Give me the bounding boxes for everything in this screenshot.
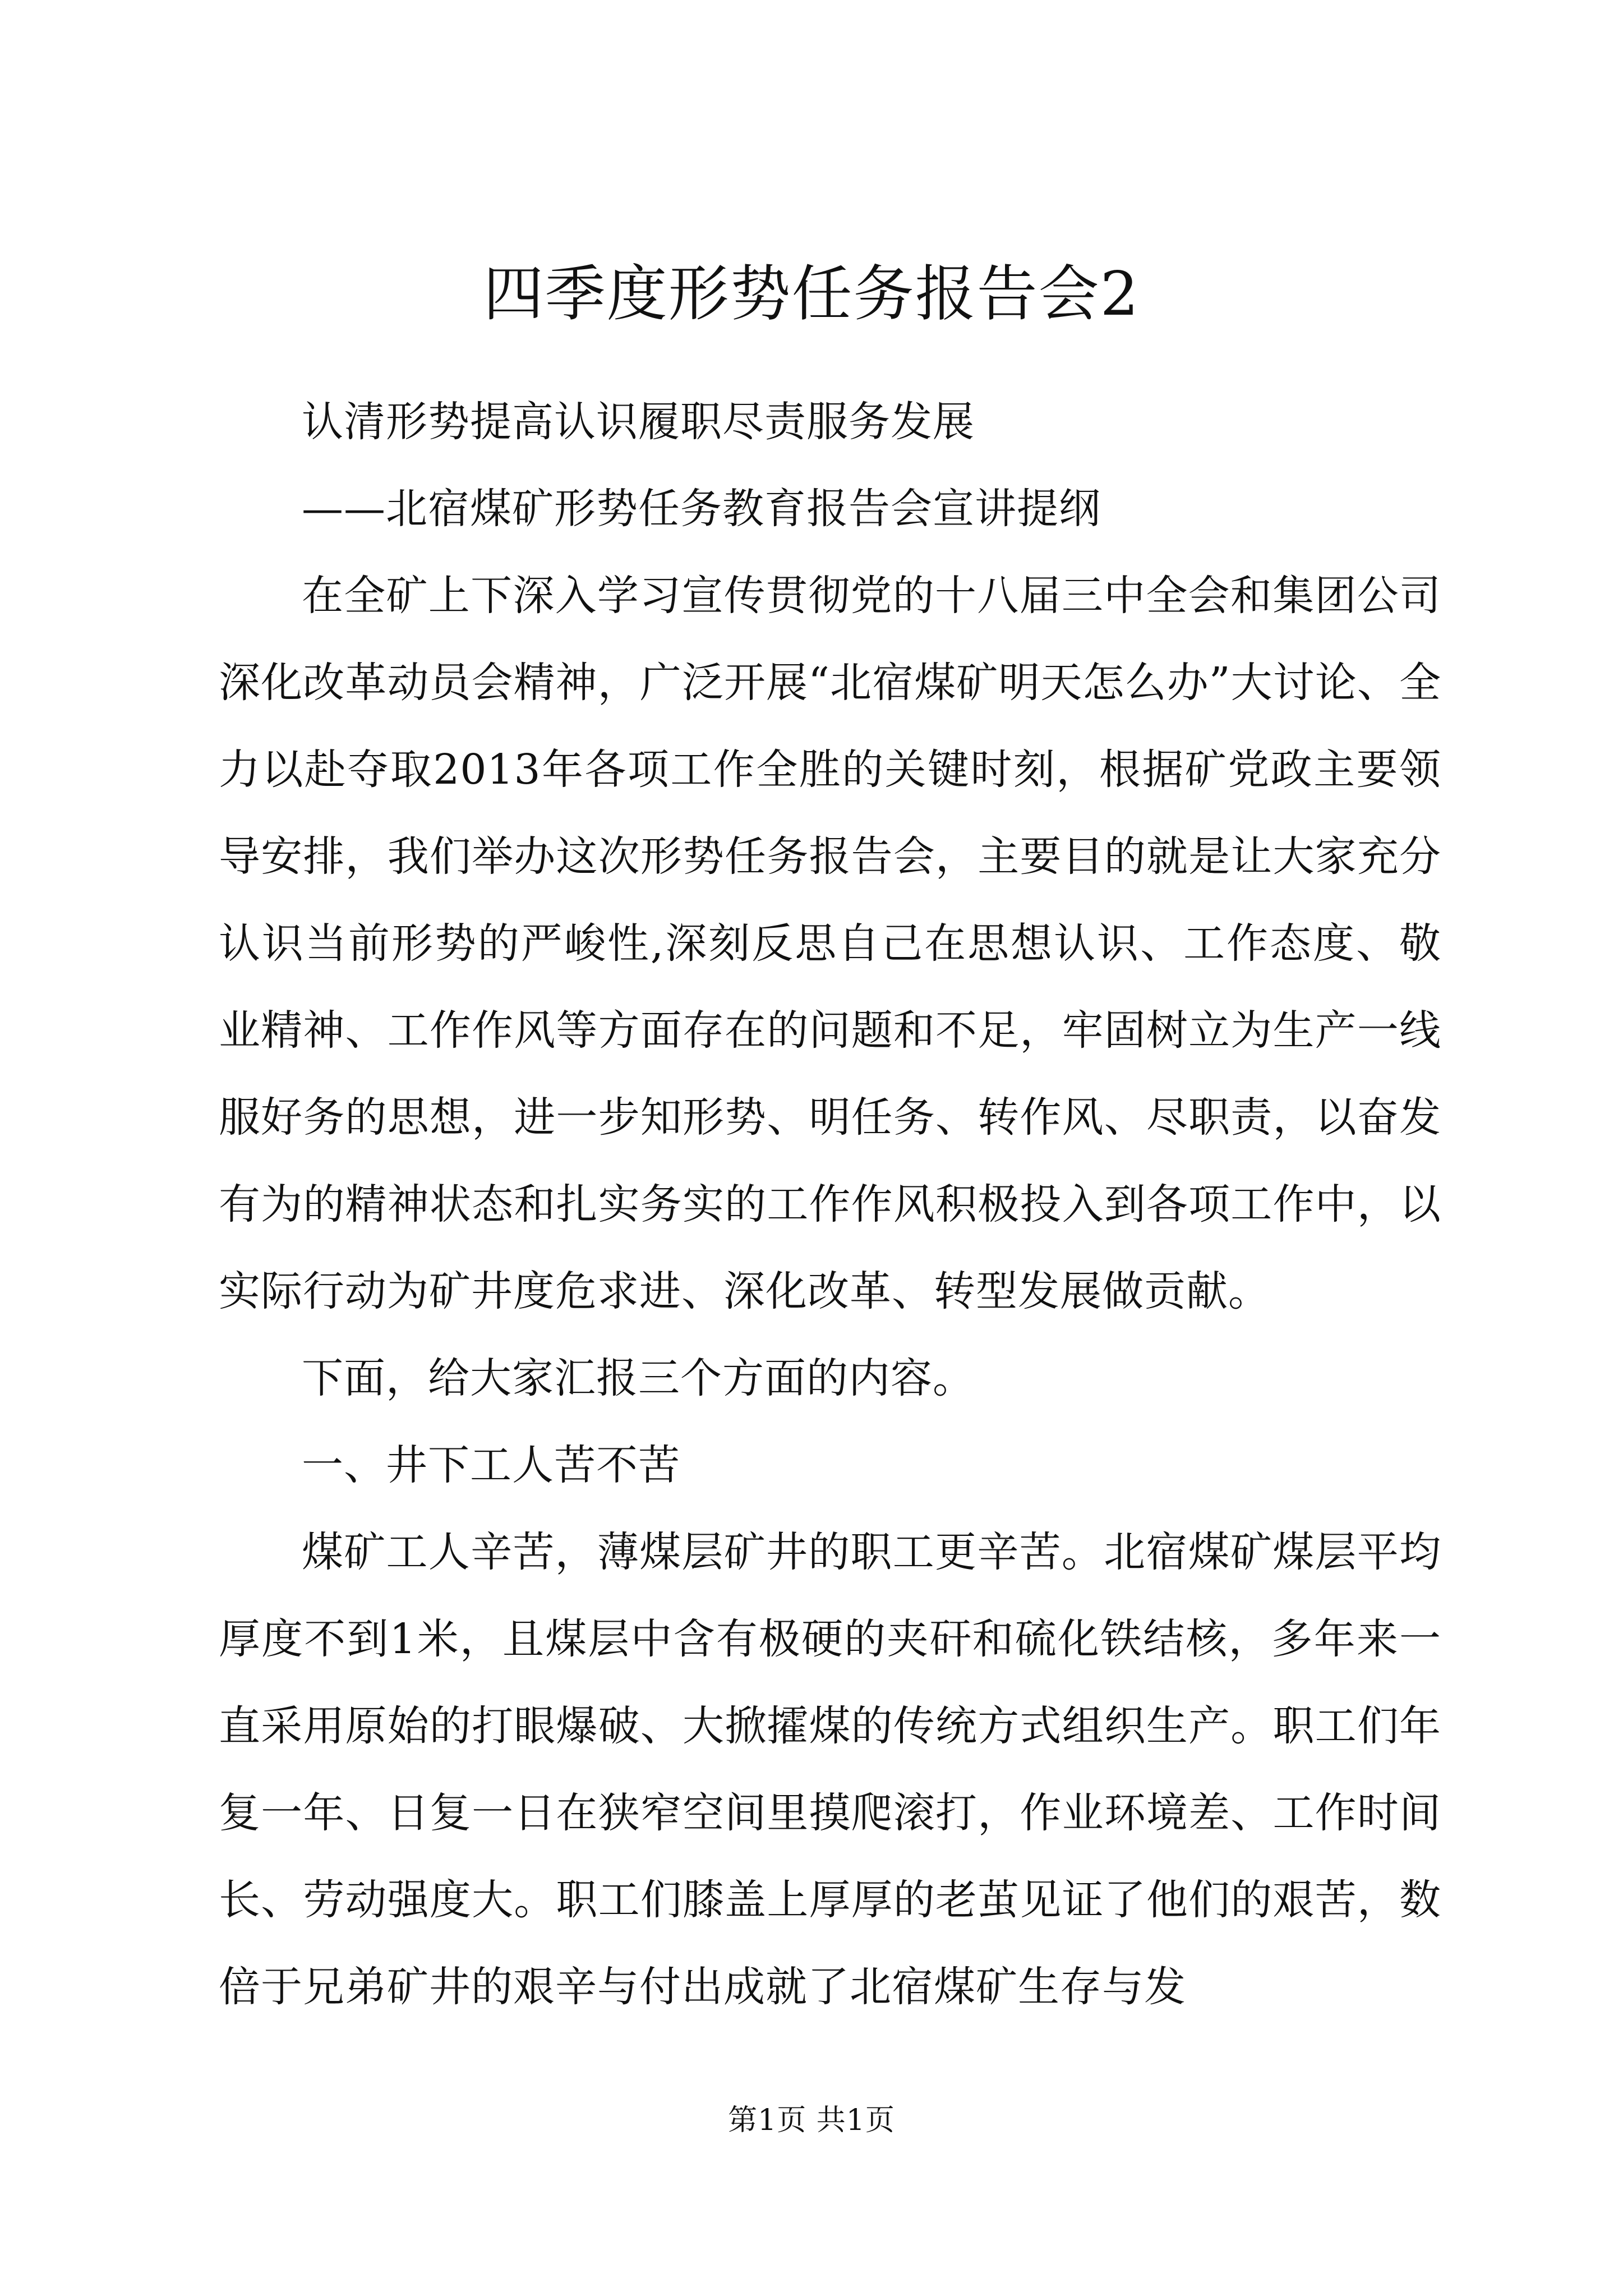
subtitle-dash-line: ——北宿煤矿形势任务教育报告会宣讲提纲 — [302, 485, 1101, 533]
document-body — [219, 379, 1441, 2031]
section-heading-1: 一、井下工人苦不苦 — [302, 1441, 680, 1489]
subtitle-line: 认清形势提高认识履职尽责服务发展 — [302, 398, 975, 446]
paragraph-section-1: 煤矿工人辛苦，薄煤层矿井的职工更辛苦。北宿煤矿煤层平均厚度不到1米，且煤层中含有极硬的夹矸和硫化铁结核，多年来一直采用原始的打眼爆破、大掀攉煤的传统方式组织生产。职工们年复一年、日复一日在狭窄空间里摸爬滚打，作业环境差、工作时间长、劳动强度大。职工们膝盖上厚厚的老茧见证了他们的艰苦，数倍于兄弟矿井的艰辛与付出成就了北宿煤矿生存与发 — [219, 1528, 1441, 2011]
page-title: 四季度形势任务报告会2 — [483, 259, 1140, 329]
paragraph-outline: 下面，给大家汇报三个方面的内容。 — [302, 1354, 975, 1402]
page-footer: 第1页 共1页 — [728, 2104, 895, 2137]
paragraph-intro: 在全矿上下深入学习宣传贯彻党的十八届三中全会和集团公司深化改革动员会精神，广泛开展“北宿煤矿明天怎么办”大讨论、全力以赴夺取2013年各项工作全胜的关键时刻，根据矿党政主要领导安排，我们举办这次形势任务报告会，主要目的就是让大家充分认识当前形势的严峻性,深刻反思自己在思想认识、工作态度、敬业精神、工作作风等方面存在的问题和不足，牢固树立为生产一线服好务的思想，进一步知形势、明任务、转作风、尽职责，以奋发有为的精神状态和扎实务实的工作作风积极投入到各项工作中，以实际行动为矿井度危求进、深化改革、转型发展做贡献。 — [219, 572, 1441, 1315]
